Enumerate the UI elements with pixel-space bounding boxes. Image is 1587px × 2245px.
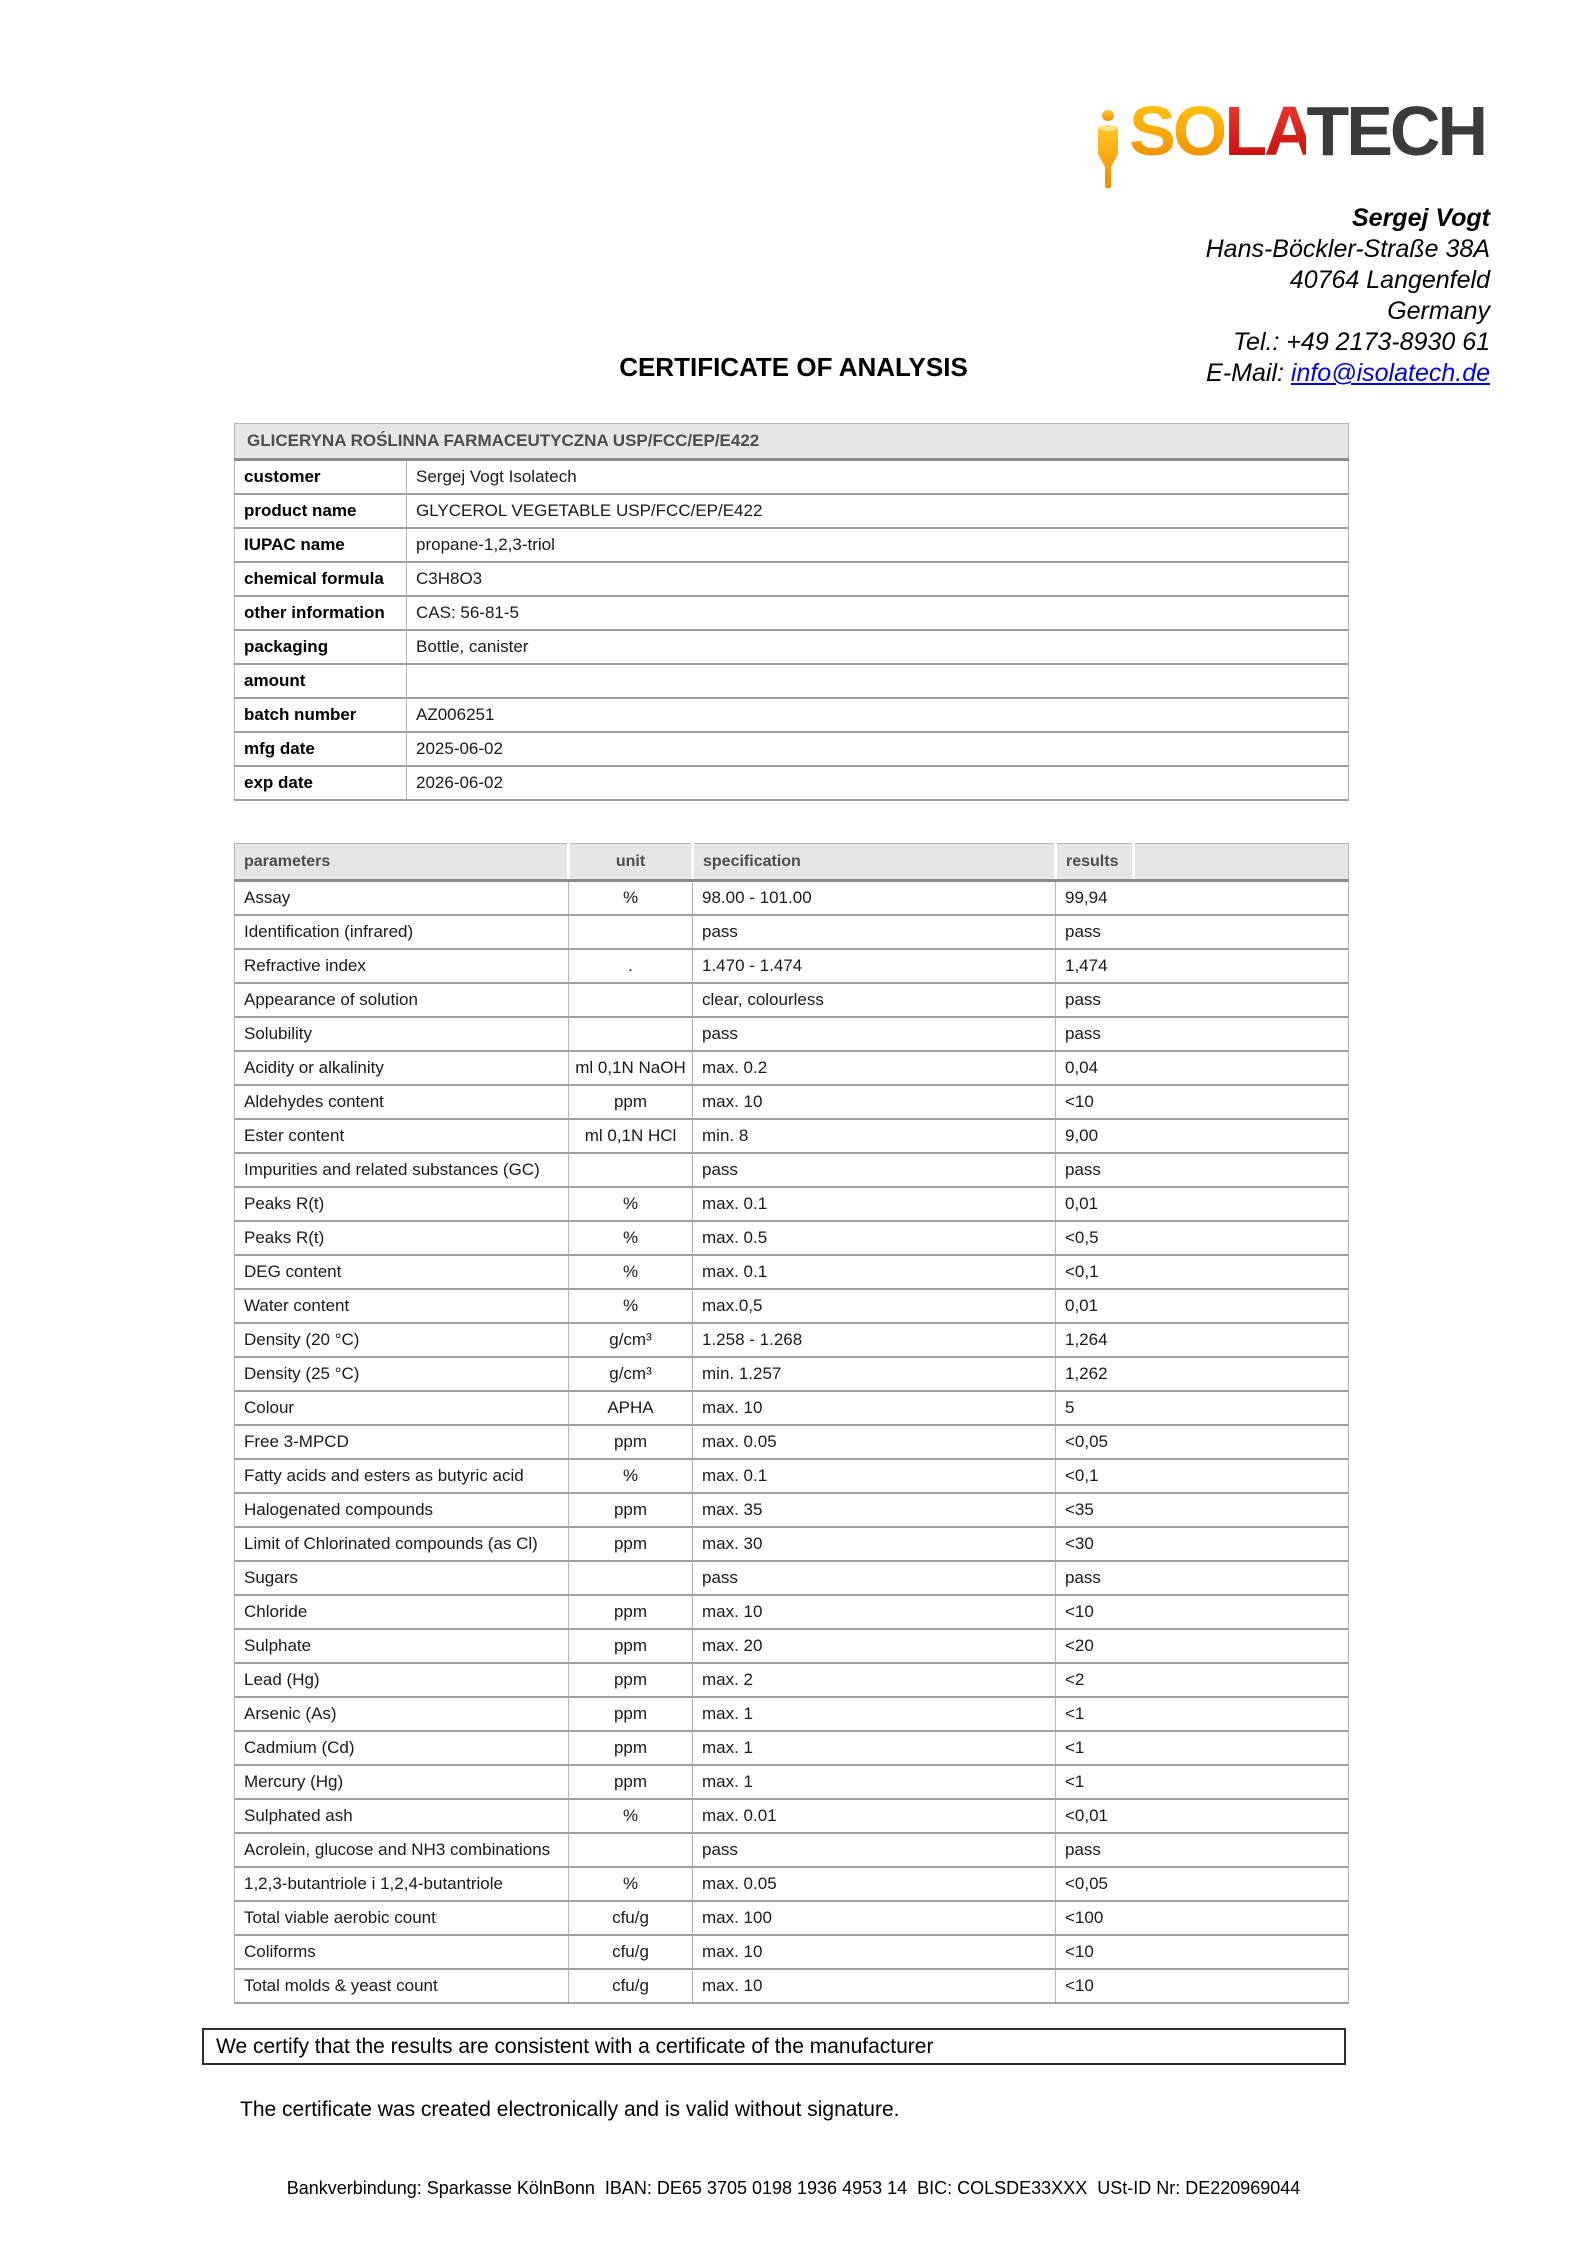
parameter-name: Refractive index [235, 949, 569, 983]
info-field-value: 2026-06-02 [407, 766, 1349, 800]
parameter-unit: % [569, 1187, 693, 1221]
parameter-result: pass [1056, 1833, 1349, 1867]
parameter-unit: % [569, 1255, 693, 1289]
parameter-row [235, 1867, 1349, 1901]
parameter-unit: cfu/g [569, 1901, 693, 1935]
parameter-name: Lead (Hg) [235, 1663, 569, 1697]
parameter-row [235, 1527, 1349, 1561]
parameter-result: pass [1056, 1153, 1349, 1187]
parameter-result: <20 [1056, 1629, 1349, 1663]
parameter-row [235, 1051, 1349, 1085]
parameter-row [235, 1969, 1349, 2003]
parameter-name: Solubility [235, 1017, 569, 1051]
parameter-result: <10 [1056, 1595, 1349, 1629]
parameter-unit: % [569, 1221, 693, 1255]
parameter-row [235, 1187, 1349, 1221]
parameter-row [235, 1119, 1349, 1153]
product-info-table [234, 423, 1349, 801]
parameter-name: Acrolein, glucose and NH3 combinations [235, 1833, 569, 1867]
parameter-name: Halogenated compounds [235, 1493, 569, 1527]
parameter-specification: max. 1 [693, 1731, 1056, 1765]
parameter-specification: max. 0.2 [693, 1051, 1056, 1085]
info-field-label: product name [235, 494, 407, 528]
parameter-specification: max. 0.01 [693, 1799, 1056, 1833]
parameter-specification: pass [693, 915, 1056, 949]
info-table-row [235, 528, 1349, 562]
parameter-unit: % [569, 881, 693, 915]
parameter-row [235, 1731, 1349, 1765]
column-header-unit: unit [569, 844, 693, 881]
contact-address-line1: Hans-Böckler-Straße 38A [1205, 235, 1490, 263]
parameter-name: DEG content [235, 1255, 569, 1289]
info-field-value: AZ006251 [407, 698, 1349, 732]
parameter-name: Free 3-MPCD [235, 1425, 569, 1459]
contact-name: Sergej Vogt [1352, 204, 1490, 232]
parameters-header-row [235, 844, 1349, 881]
info-table-row [235, 630, 1349, 664]
contact-phone: Tel.: +49 2173-8930 61 [1233, 328, 1490, 356]
parameter-unit: ppm [569, 1425, 693, 1459]
bank-details-footer: Bankverbindung: Sparkasse KölnBonn IBAN: DE65 3705 0198 1936 4953 14 BIC: COLSDE33XXX USt-ID Nr: DE220969044 [286, 2178, 1301, 2198]
parameter-row [235, 1085, 1349, 1119]
parameter-name: Water content [235, 1289, 569, 1323]
email-link[interactable]: info@isolatech.de [1290, 359, 1490, 387]
parameter-result: pass [1056, 1561, 1349, 1595]
info-field-label: chemical formula [235, 562, 407, 596]
parameter-specification: pass [693, 1153, 1056, 1187]
info-field-label: exp date [235, 766, 407, 800]
parameter-name: Mercury (Hg) [235, 1765, 569, 1799]
parameter-specification: max. 0.5 [693, 1221, 1056, 1255]
parameter-row [235, 1289, 1349, 1323]
info-field-label: packaging [235, 630, 407, 664]
info-field-value: GLYCEROL VEGETABLE USP/FCC/EP/E422 [407, 494, 1349, 528]
parameter-unit: ml 0,1N NaOH [569, 1051, 693, 1085]
parameter-result: 1,264 [1056, 1323, 1349, 1357]
parameter-specification: max. 0.05 [693, 1867, 1056, 1901]
parameter-specification: 1.258 - 1.268 [693, 1323, 1056, 1357]
parameter-name: Density (20 °C) [235, 1323, 569, 1357]
parameter-name: Sulphated ash [235, 1799, 569, 1833]
parameters-table [234, 843, 1349, 2004]
parameter-result: <100 [1056, 1901, 1349, 1935]
parameter-name: Density (25 °C) [235, 1357, 569, 1391]
parameter-name: Coliforms [235, 1935, 569, 1969]
signature-note: The certificate was created electronically and is valid without signature. [240, 2098, 900, 2121]
parameter-result: 99,94 [1056, 881, 1349, 915]
parameter-row [235, 881, 1349, 915]
column-header-specification: specification [693, 844, 1056, 881]
parameter-specification: pass [693, 1833, 1056, 1867]
parameter-name: Total viable aerobic count [235, 1901, 569, 1935]
parameter-specification: max. 0.05 [693, 1425, 1056, 1459]
parameter-name: Cadmium (Cd) [235, 1731, 569, 1765]
parameter-row [235, 1017, 1349, 1051]
parameter-row [235, 915, 1349, 949]
column-header-results: results [1056, 844, 1134, 881]
parameter-unit: ppm [569, 1697, 693, 1731]
info-table-title: GLICERYNA ROŚLINNA FARMACEUTYCZNA USP/FCC/EP/E422 [235, 424, 1349, 460]
parameter-unit: ml 0,1N HCl [569, 1119, 693, 1153]
pipette-icon [1094, 110, 1124, 197]
parameter-unit: ppm [569, 1493, 693, 1527]
parameter-row [235, 1901, 1349, 1935]
parameter-specification: max. 10 [693, 1391, 1056, 1425]
parameter-specification: max. 30 [693, 1527, 1056, 1561]
parameter-unit: ppm [569, 1765, 693, 1799]
parameter-row [235, 1459, 1349, 1493]
parameter-row [235, 1425, 1349, 1459]
parameter-specification: max. 10 [693, 1085, 1056, 1119]
parameter-name: Peaks R(t) [235, 1221, 569, 1255]
info-field-value: 2025-06-02 [407, 732, 1349, 766]
parameter-name: Total molds & yeast count [235, 1969, 569, 2003]
parameter-specification: max. 20 [693, 1629, 1056, 1663]
parameter-unit [569, 1017, 693, 1051]
parameter-unit: ppm [569, 1085, 693, 1119]
parameter-name: Fatty acids and esters as butyric acid [235, 1459, 569, 1493]
parameter-row [235, 1629, 1349, 1663]
parameter-result: <10 [1056, 1085, 1349, 1119]
parameter-row [235, 983, 1349, 1017]
parameter-specification: max. 10 [693, 1969, 1056, 2003]
parameter-result: <30 [1056, 1527, 1349, 1561]
contact-address-line3: Germany [1387, 297, 1490, 325]
certification-statement: We certify that the results are consistent with a certificate of the manufacturer [216, 2034, 934, 2058]
info-field-label: customer [235, 460, 407, 494]
parameter-result: <10 [1056, 1969, 1349, 2003]
parameter-name: Acidity or alkalinity [235, 1051, 569, 1085]
certification-statement-box [202, 2028, 1346, 2065]
parameter-row [235, 1221, 1349, 1255]
parameter-result: <0,05 [1056, 1425, 1349, 1459]
parameter-result: pass [1056, 1017, 1349, 1051]
parameter-result: 0,01 [1056, 1289, 1349, 1323]
parameter-specification: max. 35 [693, 1493, 1056, 1527]
info-field-value: Bottle, canister [407, 630, 1349, 664]
parameter-unit: cfu/g [569, 1969, 693, 2003]
parameter-result: 0,04 [1056, 1051, 1349, 1085]
parameter-unit: ppm [569, 1731, 693, 1765]
parameter-row [235, 1663, 1349, 1697]
parameter-row [235, 1697, 1349, 1731]
parameter-unit: APHA [569, 1391, 693, 1425]
parameter-specification: clear, colourless [693, 983, 1056, 1017]
logo-wordmark [1129, 92, 1485, 170]
parameter-specification: 1.470 - 1.474 [693, 949, 1056, 983]
parameter-result: <1 [1056, 1765, 1349, 1799]
parameter-specification: pass [693, 1561, 1056, 1595]
parameter-unit: ppm [569, 1595, 693, 1629]
parameter-result: <10 [1056, 1935, 1349, 1969]
parameter-name: Ester content [235, 1119, 569, 1153]
info-field-value [407, 664, 1349, 698]
info-field-label: batch number [235, 698, 407, 732]
parameter-row [235, 1833, 1349, 1867]
parameter-unit: ppm [569, 1629, 693, 1663]
parameter-specification: max. 100 [693, 1901, 1056, 1935]
parameter-unit: % [569, 1289, 693, 1323]
parameter-name: Sulphate [235, 1629, 569, 1663]
info-table-header-row [235, 424, 1349, 460]
parameter-row [235, 1595, 1349, 1629]
parameter-specification: max. 2 [693, 1663, 1056, 1697]
info-field-value: C3H8O3 [407, 562, 1349, 596]
parameter-row [235, 949, 1349, 983]
parameter-unit [569, 983, 693, 1017]
parameter-name: Chloride [235, 1595, 569, 1629]
parameter-specification: max.0,5 [693, 1289, 1056, 1323]
parameter-name: Appearance of solution [235, 983, 569, 1017]
parameter-unit [569, 1153, 693, 1187]
info-field-value: propane-1,2,3-triol [407, 528, 1349, 562]
parameter-specification: min. 8 [693, 1119, 1056, 1153]
parameter-unit: g/cm³ [569, 1323, 693, 1357]
parameter-unit: . [569, 949, 693, 983]
parameter-name: Assay [235, 881, 569, 915]
parameter-unit: g/cm³ [569, 1357, 693, 1391]
parameter-specification: max. 10 [693, 1595, 1056, 1629]
parameter-row [235, 1323, 1349, 1357]
parameter-name: Identification (infrared) [235, 915, 569, 949]
parameter-row [235, 1493, 1349, 1527]
parameter-row [235, 1153, 1349, 1187]
parameter-result: 9,00 [1056, 1119, 1349, 1153]
isolatech-logo [1094, 92, 1485, 183]
info-field-label: IUPAC name [235, 528, 407, 562]
parameter-unit: ppm [569, 1527, 693, 1561]
parameter-result: pass [1056, 983, 1349, 1017]
parameter-row [235, 1391, 1349, 1425]
info-table-row [235, 766, 1349, 800]
parameter-row [235, 1935, 1349, 1969]
parameter-row [235, 1765, 1349, 1799]
parameter-result: <35 [1056, 1493, 1349, 1527]
parameter-specification: 98.00 - 101.00 [693, 881, 1056, 915]
info-field-value: Sergej Vogt Isolatech [407, 460, 1349, 494]
parameter-name: 1,2,3-butantriole i 1,2,4-butantriole [235, 1867, 569, 1901]
parameter-specification: max. 1 [693, 1765, 1056, 1799]
parameter-unit [569, 1561, 693, 1595]
parameter-result: <0,1 [1056, 1459, 1349, 1493]
parameter-name: Aldehydes content [235, 1085, 569, 1119]
parameter-result: <1 [1056, 1697, 1349, 1731]
parameter-name: Peaks R(t) [235, 1187, 569, 1221]
parameter-result: 1,262 [1056, 1357, 1349, 1391]
parameter-name: Limit of Chlorinated compounds (as Cl) [235, 1527, 569, 1561]
info-table-row [235, 562, 1349, 596]
parameter-name: Sugars [235, 1561, 569, 1595]
parameter-specification: max. 0.1 [693, 1187, 1056, 1221]
parameter-row [235, 1561, 1349, 1595]
parameter-specification: min. 1.257 [693, 1357, 1056, 1391]
info-field-label: mfg date [235, 732, 407, 766]
parameter-row [235, 1357, 1349, 1391]
parameter-result: <0,01 [1056, 1799, 1349, 1833]
parameter-unit: cfu/g [569, 1935, 693, 1969]
parameter-result: <0,5 [1056, 1221, 1349, 1255]
logo-part-la: LA [1224, 92, 1307, 170]
parameter-result: pass [1056, 915, 1349, 949]
parameter-result: <2 [1056, 1663, 1349, 1697]
parameter-specification: max. 0.1 [693, 1459, 1056, 1493]
info-field-value: CAS: 56-81-5 [407, 596, 1349, 630]
parameter-row [235, 1255, 1349, 1289]
info-table-row [235, 698, 1349, 732]
info-table-row [235, 460, 1349, 494]
parameter-specification: max. 1 [693, 1697, 1056, 1731]
parameter-unit: ppm [569, 1663, 693, 1697]
parameter-specification: max. 10 [693, 1935, 1056, 1969]
parameter-result: <0,05 [1056, 1867, 1349, 1901]
parameter-unit [569, 1833, 693, 1867]
parameter-name: Impurities and related substances (GC) [235, 1153, 569, 1187]
parameter-unit: % [569, 1459, 693, 1493]
parameter-result: <1 [1056, 1731, 1349, 1765]
parameter-specification: max. 0.1 [693, 1255, 1056, 1289]
logo-part-so: SO [1129, 92, 1225, 170]
parameter-unit: % [569, 1799, 693, 1833]
contact-address-line2: 40764 Langenfeld [1289, 266, 1490, 294]
info-table-row [235, 732, 1349, 766]
column-header-blank [1134, 844, 1349, 881]
parameter-row [235, 1799, 1349, 1833]
info-table-row [235, 596, 1349, 630]
info-field-label: other information [235, 596, 407, 630]
parameter-name: Colour [235, 1391, 569, 1425]
parameter-name: Arsenic (As) [235, 1697, 569, 1731]
parameter-result: <0,1 [1056, 1255, 1349, 1289]
parameter-unit: % [569, 1867, 693, 1901]
info-field-label: amount [235, 664, 407, 698]
logo-part-tech: TECH [1306, 92, 1485, 170]
info-table-row [235, 664, 1349, 698]
parameter-result: 5 [1056, 1391, 1349, 1425]
email-label: E-Mail: [1206, 359, 1291, 387]
parameter-result: 1,474 [1056, 949, 1349, 983]
parameter-specification: pass [693, 1017, 1056, 1051]
parameter-unit [569, 915, 693, 949]
info-table-row [235, 494, 1349, 528]
parameter-result: 0,01 [1056, 1187, 1349, 1221]
page-title: CERTIFICATE OF ANALYSIS [619, 352, 968, 382]
column-header-parameters: parameters [235, 844, 569, 881]
